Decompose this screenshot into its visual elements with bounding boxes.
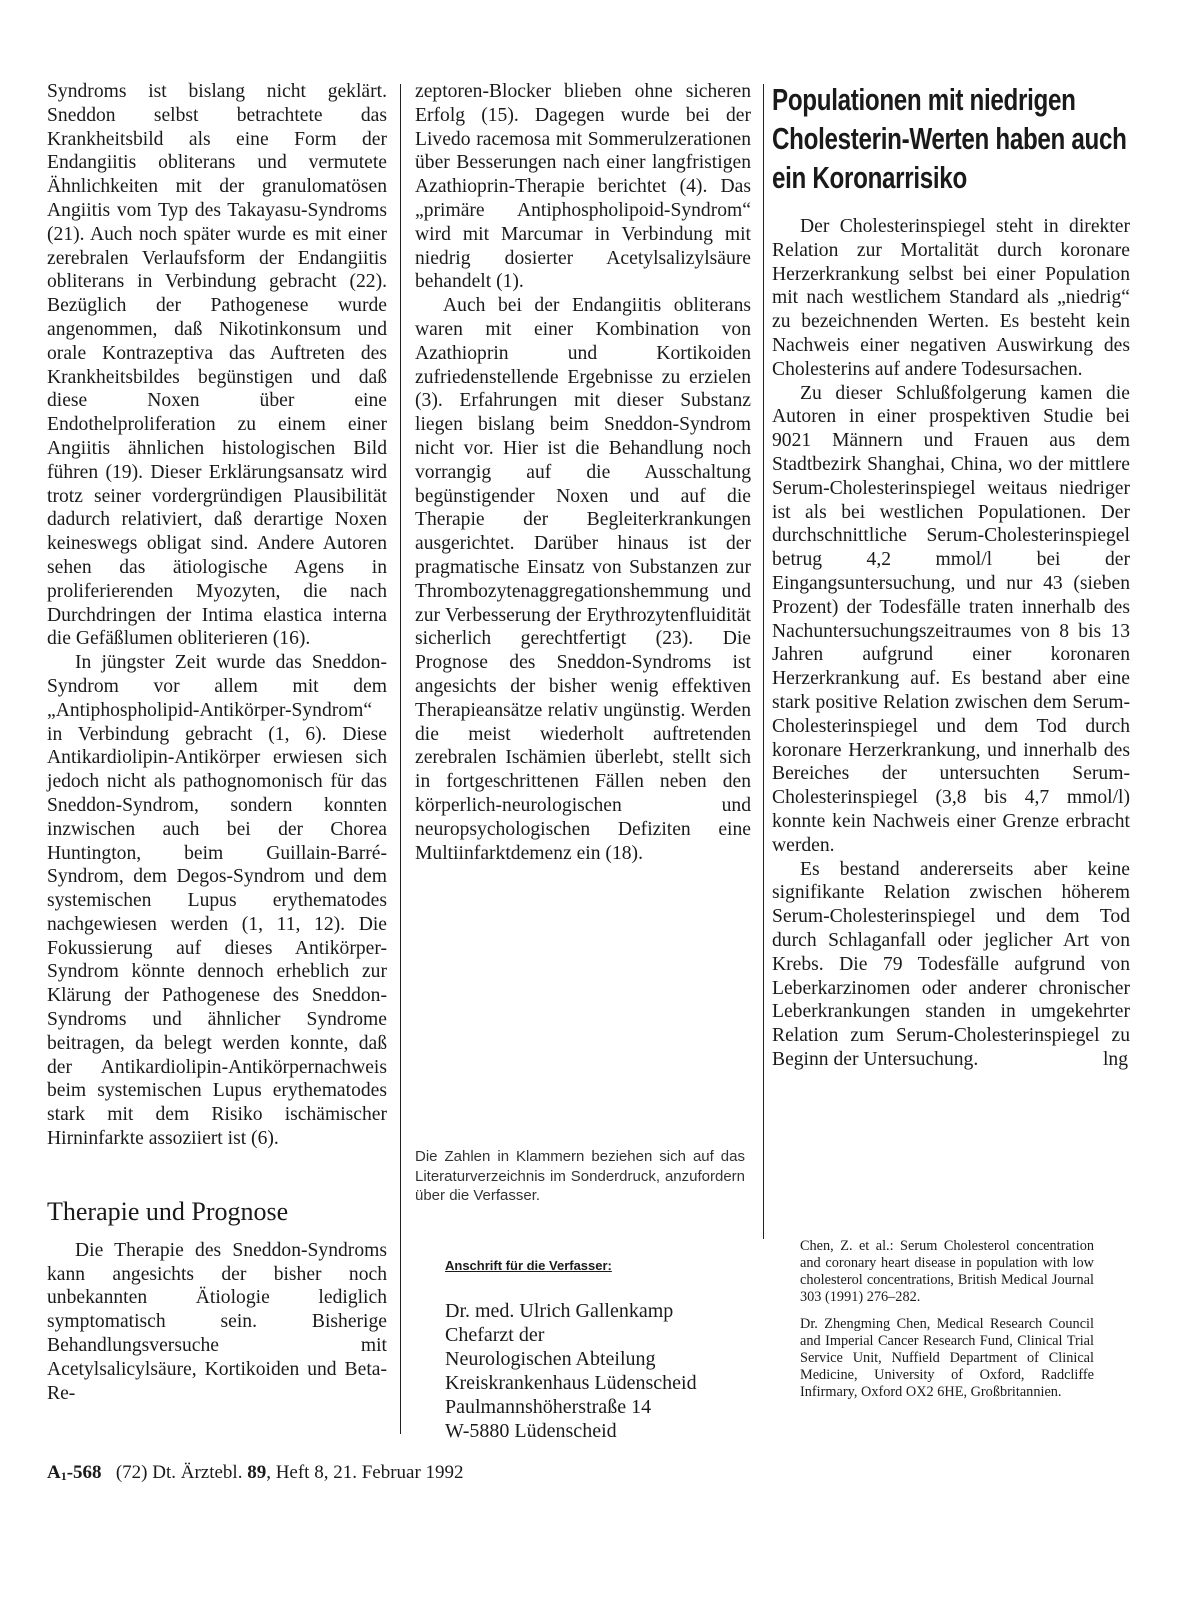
author-address [445, 1258, 745, 1443]
volume-number: 89 [247, 1462, 267, 1483]
page-prefix: A [47, 1462, 61, 1483]
body-paragraph: Der Cholesterinspiegel steht in direkter Relation zur Mortalität durch koronare Herzerkrankung selbst bei einer Population mit nach westlichem Standard als „niedrig“ zu bezeichnenden Werten. Es besteht kein Nachweis einer negativen Auswirkung des Cholesterins auf andere Todesursachen. [772, 216, 1130, 380]
page-number: -568 [66, 1462, 102, 1483]
citation-pre: (72) Dt. Ärztebl. [115, 1462, 243, 1483]
body-paragraph: Die Therapie des Sneddon-Syndroms kann angesichts der bisher noch unbekannten Ätiologie lediglich symptomatisch sein. Bisherige Behandlungsversuche mit Acetylsalicylsäure, Kortikoiden und Beta-Re- [47, 1239, 387, 1404]
section-heading: Therapie und Prognose [47, 1196, 289, 1226]
reference-entry: Dr. Zhengming Chen, Medical Research Council and Imperial Cancer Research Fund, Clinical Trial Service Unit, Nuffield Department of Clinical Medicine, University of Oxford, Radcliffe Infirmary, Oxford OX2 6HE, Großbritannien. [800, 1316, 1094, 1400]
column-left [47, 80, 387, 1405]
address-line: Kreiskrankenhaus Lüdenscheid [445, 1372, 697, 1394]
body-paragraph: Zu dieser Schlußfolgerung kamen die Autoren in einer prospektiven Studie bei 9021 Männern und Frauen aus dem Stadtbezirk Shanghai, China, wo der mittlere Serum-Cholesterinspiegel weitaus niedriger ist als bei westlichen Populationen. Der durchschnittliche Serum-Cholesterinspiegel betrug 4,2 mmol/l bei der Eingangsuntersuchung, und nur 43 (sieben Prozent) der Todesfälle traten innerhalb des Nachuntersuchungszeitraumes von 8 bis 13 Jahren aufgrund einer koronaren Herzerkrankung auf. Es bestand aber eine stark positive Relation zwischen dem Serum-Cholesterinspiegel und dem Tod durch koronare Herzerkrankung, und innerhalb des Bereiches der untersuchten Serum-Cholesterinspiegel (3,8 bis 4,7 mmol/l) konnte kein Nachweis einer Grenze erbracht werden. [772, 382, 1130, 856]
body-paragraph: zeptoren-Blocker blieben ohne sicheren Erfolg (15). Dagegen wurde bei der Livedo racemosa mit Sommerulzerationen über Besserungen nach einer langfristigen Azathioprin-Therapie berichtet (4). Das „primäre Antiphospholipoid-Syndrom“ wird mit Marcumar in Verbindung mit niedrig dosierter Acetylsalizylsäure behandelt (1). [415, 81, 751, 293]
column-right [772, 80, 1130, 1071]
references [800, 1238, 1094, 1411]
address-line: Chefarzt der [445, 1324, 545, 1346]
column-divider-right [763, 84, 764, 1239]
address-line: Dr. med. Ulrich Gallenkamp [445, 1300, 674, 1322]
address-label: Anschrift für die Verfasser: [445, 1258, 612, 1273]
address-line: W-5880 Lüdenscheid [445, 1420, 617, 1442]
reference-entry: Chen, Z. et al.: Serum Cholesterol concentration and coronary heart disease in population with low cholesterol concentrations, British Medical Journal 303 (1991) 276–282. [800, 1238, 1094, 1305]
address-line: Paulmannshöherstraße 14 [445, 1396, 652, 1418]
address-line: Neurologischen Abteilung [445, 1348, 656, 1370]
body-paragraph: Auch bei der Endangiitis obliterans waren mit einer Kombination von Azathioprin und Kortikoiden zufriedenstellende Ergebnisse zu erzielen (3). Erfahrungen mit dieser Substanz liegen bislang beim Sneddon-Syndrom nicht vor. Hier ist die Behandlung noch vorrangig auf die Ausschaltung begünstigender Noxen und auf die Therapie der Begleiterkrankungen ausgerichtet. Darüber hinaus ist der pragmatische Einsatz von Substanzen zur Thrombozytenaggregationshemmung und zur Verbesserung der Erythrozytenfluidität sicherlich gerechtfertigt (23). Die Prognose des Sneddon-Syndroms ist angesichts der bisher wenig effektiven Therapieansätze relativ ungünstig. Werden die meist wiederholt auftretenden zerebralen Ischämien überlebt, stellt sich in fortgeschrittenen Fällen neben den körperlich-neurologischen und neuropsychologischen Defiziten eine Multiinfarktdemenz ein (18). [415, 295, 751, 864]
article-headline: Populationen mit niedrigen Cholesterin-Werten haben auch ein Koronarrisiko [772, 82, 1127, 195]
page-sub: 1 [60, 1469, 67, 1483]
column-divider-left [400, 84, 401, 1434]
column-middle [415, 80, 751, 865]
citation-post: , Heft 8, 21. Februar 1992 [266, 1462, 464, 1483]
page-footer [47, 1462, 464, 1484]
body-paragraph: In jüngster Zeit wurde das Sneddon-Syndrom vor allem mit dem „Antiphospholipid-Antikörper-Syndrom“ in Verbindung gebracht (1, 6). Diese Antikardiolipin-Antikörper erwiesen sich jedoch nicht als pathognomonisch für das Sneddon-Syndrom, sondern konnten inzwischen auch bei der Chorea Huntington, beim Guillain-Barré-Syndrom, dem Degos-Syndrom und dem systemischen Lupus erythematodes nachgewiesen werden (1, 11, 12). Die Fokussierung auf dieses Antikörper-Syndrom könnte dennoch erheblich zur Klärung der Pathogenese des Sneddon-Syndroms und ähnlicher Syndrome beitragen, da belegt werden konnte, daß der Antikardiolipin-Antikörpernachweis beim systemischen Lupus erythematodes stark mit dem Risiko ischämischer Hirninfarkte assoziiert ist (6). [47, 652, 387, 1150]
body-paragraph: Syndroms ist bislang nicht geklärt. Sneddon selbst betrachtete das Krankheitsbild als eine Form der Endangiitis obliterans und vermutete Ähnlichkeiten mit der granulomatösen Angiitis vom Typ des Takayasu-Syndroms (21). Auch noch später wurde es mit einer zerebralen Verlaufsform der Endangiitis obliterans in Verbindung gebracht (22). Bezüglich der Pathogenese wurde angenommen, daß Nikotinkonsum und orale Kontrazeptiva das Auftreten des Krankheitsbildes begünstigen und daß diese Noxen über eine Endothelproliferation zu einem einer Angiitis ähnlichen histologischen Bild führen (19). Dieser Erklärungsansatz wird trotz seiner vordergründigen Plausibilität dadurch relativiert, daß derartige Noxen keineswegs obligat sind. Andere Autoren sehen das ätiologische Agens in proliferierenden Myozyten, die nach Durchdringen der Intima elastica interna die Gefäßlumen obliterieren (16). [47, 81, 387, 650]
citation-footnote: Die Zahlen in Klammern beziehen sich auf das Literaturverzeichnis im Sonderdruck, anzufordern über die Verfasser. [415, 1148, 745, 1204]
author-signoff: lng [1102, 1048, 1128, 1070]
body-paragraph: Es bestand andererseits aber keine signifikante Relation zwischen höherem Serum-Cholesterinspiegel und dem Tod durch Schlaganfall oder jeglicher Art von Krebs. Die 79 Todesfälle aufgrund von Leberkarzinomen oder anderer chronischer Leberkrankungen standen in umgekehrter Relation zum Serum-Cholesterinspiegel zu Beginn der Untersuchung. [772, 858, 1130, 1070]
